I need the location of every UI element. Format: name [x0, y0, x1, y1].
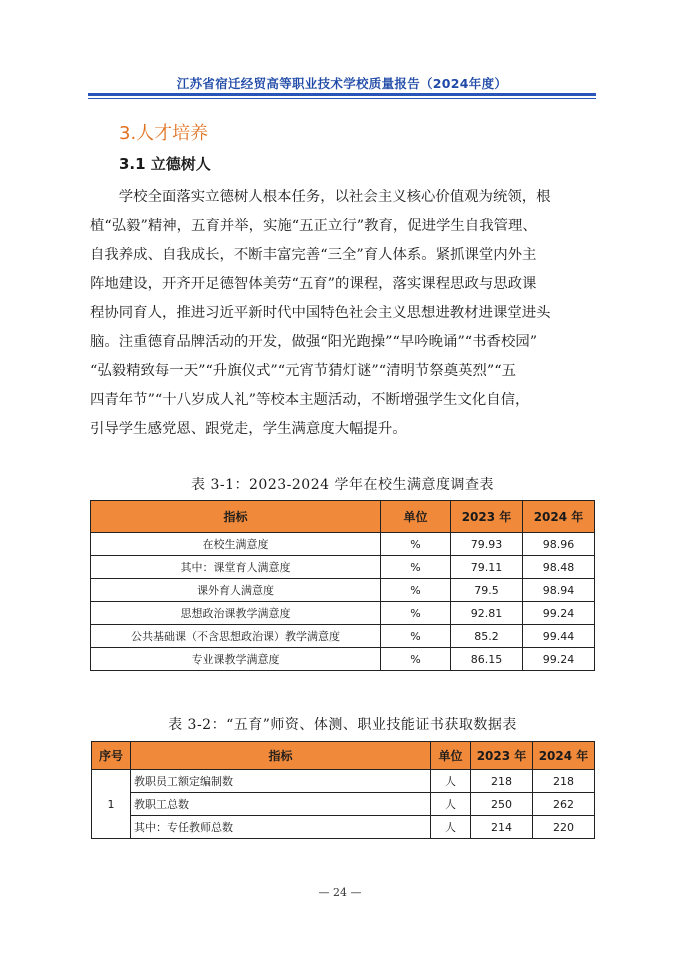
cell-2024: 98.94: [523, 579, 595, 602]
page-header-title: 江苏省宿迁经贸高等职业技术学校质量报告（2024年度）: [176, 76, 508, 91]
table-row: [91, 602, 595, 625]
cell-2023: 250: [471, 793, 533, 816]
cell-2024: 99.44: [523, 625, 595, 648]
section-heading: 3.人才培养: [119, 123, 209, 144]
cell-2023: 79.5: [451, 579, 523, 602]
paragraph-line: 阵地建设，开齐开足德智体美劳“五育”的课程，落实课程思政与思政课: [90, 276, 537, 292]
table1-caption: 表 3-1：2023-2024 学年在校生满意度调查表: [191, 477, 494, 493]
cell-indicator: 在校生满意度: [91, 533, 381, 556]
cell-2023: 85.2: [451, 625, 523, 648]
subsection-heading: 3.1 立德树人: [119, 155, 211, 173]
cell-indicator: 其中：专任教师总数: [131, 816, 431, 839]
body-paragraph: [90, 183, 600, 444]
table-row: [91, 533, 595, 556]
page-number: — 24 —: [318, 886, 362, 899]
table-header-row: [92, 742, 595, 770]
header-cell-2023: 2023 年: [451, 501, 523, 533]
paragraph-line: 四青年节”“十八岁成人礼”等校本主题活动，不断增强学生文化自信，: [90, 392, 530, 408]
paragraph-line: 程协同育人，推进习近平新时代中国特色社会主义思想进教材进课堂进头: [90, 305, 551, 321]
table2-caption: 表 3-2：“五育”师资、体测、职业技能证书获取数据表: [168, 717, 517, 733]
header-cell-unit: 单位: [431, 742, 471, 770]
table-row: [92, 770, 595, 793]
satisfaction-table: [90, 500, 595, 671]
cell-2023: 214: [471, 816, 533, 839]
cell-2024: 218: [533, 770, 595, 793]
cell-indicator: 其中：课堂育人满意度: [91, 556, 381, 579]
paragraph-line: 自我养成、自我成长，不断丰富完善“三全”育人体系。紧抓课堂内外主: [90, 247, 537, 263]
table-row: [91, 648, 595, 671]
cell-indicator: 教职工总数: [131, 793, 431, 816]
cell-2024: 220: [533, 816, 595, 839]
cell-indicator: 专业课教学满意度: [91, 648, 381, 671]
cell-2024: 99.24: [523, 602, 595, 625]
cell-2024: 98.48: [523, 556, 595, 579]
cell-unit: %: [381, 648, 451, 671]
cell-2024: 98.96: [523, 533, 595, 556]
cell-unit: %: [381, 602, 451, 625]
paragraph-line: 植“弘毅”精神，五育并举，实施“五正立行”教育，促进学生自我管理、: [90, 218, 537, 234]
cell-indicator: 教职员工额定编制数: [131, 770, 431, 793]
cell-unit: %: [381, 533, 451, 556]
table-row: [91, 579, 595, 602]
cell-indicator: 思想政治课教学满意度: [91, 602, 381, 625]
cell-2023: 218: [471, 770, 533, 793]
cell-unit: %: [381, 579, 451, 602]
header-cell-2024: 2024 年: [533, 742, 595, 770]
cell-2023: 79.11: [451, 556, 523, 579]
header-rule-thin: [88, 98, 596, 99]
cell-unit: %: [381, 625, 451, 648]
cell-unit: 人: [431, 793, 471, 816]
header-cell-index: 序号: [92, 742, 131, 770]
cell-unit: %: [381, 556, 451, 579]
paragraph-line: 脑。注重德育品牌活动的开发，做强“阳光跑操”“早吟晚诵”“书香校园”: [90, 334, 538, 350]
paragraph-line: 引导学生感党恩、跟党走，学生满意度大幅提升。: [90, 421, 407, 437]
cell-indicator: 公共基础课（不含思想政治课）教学满意度: [91, 625, 381, 648]
header-cell-indicator: 指标: [91, 501, 381, 533]
table-row: [92, 816, 595, 839]
cell-2023: 86.15: [451, 648, 523, 671]
header-cell-2024: 2024 年: [523, 501, 595, 533]
table-header-row: [91, 501, 595, 533]
cell-index: 1: [92, 770, 131, 839]
five-education-table: [91, 741, 595, 839]
cell-2024: 262: [533, 793, 595, 816]
header-cell-indicator: 指标: [131, 742, 431, 770]
cell-unit: 人: [431, 816, 471, 839]
cell-indicator: 课外育人满意度: [91, 579, 381, 602]
cell-unit: 人: [431, 770, 471, 793]
header-cell-2023: 2023 年: [471, 742, 533, 770]
table-row: [91, 556, 595, 579]
cell-2024: 99.24: [523, 648, 595, 671]
paragraph-line: “弘毅精致每一天”“升旗仪式”“元宵节猜灯谜”“清明节祭奠英烈”“五: [90, 363, 516, 379]
table-row: [92, 793, 595, 816]
header-rule-thick: [88, 93, 596, 96]
cell-2023: 92.81: [451, 602, 523, 625]
table-row: [91, 625, 595, 648]
paragraph-line: 学校全面落实立德树人根本任务，以社会主义核心价值观为统领，根: [90, 189, 551, 205]
header-cell-unit: 单位: [381, 501, 451, 533]
cell-2023: 79.93: [451, 533, 523, 556]
